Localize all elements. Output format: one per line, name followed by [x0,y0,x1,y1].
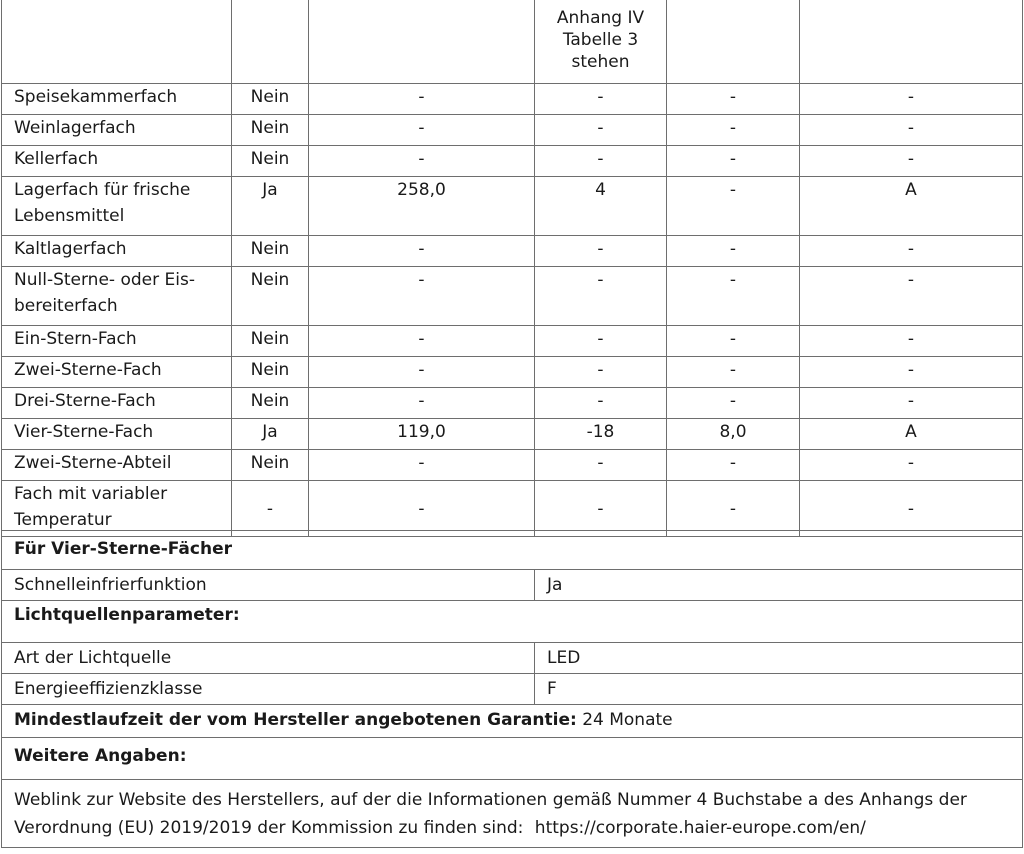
compartment-volume: - [309,236,535,267]
weblink-line-2 [14,814,1022,842]
compartment-table [1,0,1023,537]
compartment-climate: - [800,146,1023,177]
compartment-freezing: - [667,84,800,115]
compartment-freezing: - [667,146,800,177]
compartment-climate: - [800,388,1023,419]
compartment-present: Nein [232,115,309,146]
compartment-volume: - [309,357,535,388]
compartment-present: Ja [232,177,309,236]
light-heading-row [2,601,1023,643]
compartment-rows [2,84,1023,537]
compartment-volume: - [309,267,535,326]
compartment-climate: - [800,357,1023,388]
weblink-text: Verordnung (EU) 2019/2019 der Kommission zu finden sind: [14,818,524,838]
compartment-temperature: - [535,84,667,115]
header-cell-empty [800,0,1023,84]
compartment-temperature: 4 [535,177,667,236]
compartment-name-line: Ein-Stern-Fach [14,329,137,349]
header-cell-empty [667,0,800,84]
guarantee-label: Mindestlaufzeit der vom Hersteller angebotenen Garantie: [14,710,577,730]
parameters-table [1,530,1023,848]
compartment-name [2,267,232,326]
compartment-present: Nein [232,146,309,177]
compartment-volume: - [309,450,535,481]
compartment-temperature: - [535,236,667,267]
weblink-line-1: Weblink zur Website des Herstellers, auf der die Informationen gemäß Nummer 4 Buchstabe a des Anhangs der [14,790,967,810]
compartment-name-line: Fach mit variabler [14,484,168,504]
compartment-row [2,388,1023,419]
four-star-heading-row [2,531,1023,570]
compartment-present: Nein [232,388,309,419]
compartment-name [2,450,232,481]
compartment-temperature: -18 [535,419,667,450]
compartment-volume: - [309,115,535,146]
standard-line: Anhang IV [556,8,645,28]
compartment-volume: 258,0 [309,177,535,236]
compartment-climate: - [800,450,1023,481]
compartment-freezing: - [667,326,800,357]
compartment-temperature: - [535,115,667,146]
compartment-climate: - [800,326,1023,357]
compartment-name-line: Speisekammerfach [14,87,178,107]
compartment-volume: - [309,481,535,537]
compartment-freezing: - [667,481,800,537]
compartment-name-line: Weinlagerfach [14,118,136,138]
compartment-name [2,146,232,177]
compartment-present: Nein [232,357,309,388]
weblink-row [2,780,1023,848]
standard-header-cell [535,0,667,84]
compartment-name-line: Kaltlagerfach [14,239,127,259]
compartment-row [2,236,1023,267]
compartment-climate: - [800,267,1023,326]
compartment-temperature: - [535,267,667,326]
compartment-volume: 119,0 [309,419,535,450]
compartment-volume: - [309,84,535,115]
compartment-row [2,177,1023,236]
compartment-freezing: 8,0 [667,419,800,450]
compartment-name-line: Temperatur [14,510,112,530]
standard-line: Tabelle 3 [562,30,639,50]
compartment-name-line: Lebensmittel [14,206,125,226]
compartment-row [2,419,1023,450]
compartment-volume: - [309,388,535,419]
compartment-row [2,481,1023,537]
header-row [2,0,1023,84]
compartment-volume: - [309,326,535,357]
compartment-name-line: Null-Sterne- oder Eis- [14,270,195,290]
compartment-climate: - [800,84,1023,115]
compartment-temperature: - [535,326,667,357]
compartment-present: Nein [232,267,309,326]
fast-freeze-value: Ja [535,570,1023,601]
energy-class-value: F [535,674,1023,705]
compartment-name-line: Drei-Sterne-Fach [14,391,156,411]
light-type-value: LED [535,643,1023,674]
four-star-heading: Für Vier-Sterne-Fächer [2,531,1023,570]
compartment-row [2,84,1023,115]
compartment-row [2,115,1023,146]
compartment-temperature: - [535,388,667,419]
compartment-present: Ja [232,419,309,450]
guarantee-cell [2,705,1023,738]
compartment-name-line: Kellerfach [14,149,99,169]
compartment-freezing: - [667,450,800,481]
further-heading-row [2,738,1023,780]
standard-line: stehen [571,52,630,72]
compartment-name [2,481,232,537]
compartment-name [2,388,232,419]
compartment-present: - [232,481,309,537]
guarantee-row [2,705,1023,738]
compartment-climate: - [800,115,1023,146]
compartment-name-line: bereiterfach [14,296,118,316]
compartment-name-line: Lagerfach für frische [14,180,191,200]
compartment-name [2,177,232,236]
compartment-freezing: - [667,236,800,267]
compartment-name [2,419,232,450]
compartment-name [2,115,232,146]
compartment-row [2,450,1023,481]
compartment-name [2,357,232,388]
compartment-temperature: - [535,450,667,481]
compartment-volume: - [309,146,535,177]
compartment-temperature: - [535,357,667,388]
compartment-freezing: - [667,177,800,236]
manufacturer-url-link[interactable]: https://corporate.haier-europe.com/en/ [534,818,866,838]
compartment-name [2,326,232,357]
header-cell-empty [232,0,309,84]
compartment-present: Nein [232,450,309,481]
compartment-freezing: - [667,388,800,419]
compartment-present: Nein [232,326,309,357]
compartment-row [2,146,1023,177]
compartment-name [2,84,232,115]
light-heading: Lichtquellenparameter: [2,601,1023,643]
compartment-row [2,357,1023,388]
compartment-name [2,236,232,267]
compartment-climate: A [800,177,1023,236]
compartment-row [2,326,1023,357]
energy-class-row [2,674,1023,705]
compartment-freezing: - [667,267,800,326]
compartment-climate: A [800,419,1023,450]
compartment-name-line: Vier-Sterne-Fach [14,422,154,442]
compartment-name-line: Zwei-Sterne-Fach [14,360,162,380]
compartment-temperature: - [535,481,667,537]
further-heading: Weitere Angaben: [2,738,1023,780]
compartment-name-line: Zwei-Sterne-Abteil [14,453,172,473]
guarantee-value: 24 Monate [582,710,673,730]
energy-class-label: Energieeffizienzklasse [2,674,535,705]
weblink-cell [2,780,1023,848]
compartment-freezing: - [667,357,800,388]
compartment-present: Nein [232,236,309,267]
compartment-temperature: - [535,146,667,177]
compartment-row [2,267,1023,326]
fast-freeze-label: Schnelleinfrierfunktion [2,570,535,601]
compartment-climate: - [800,481,1023,537]
header-cell-empty [309,0,535,84]
light-type-label: Art der Lichtquelle [2,643,535,674]
header-cell-empty [2,0,232,84]
compartment-freezing: - [667,115,800,146]
compartment-present: Nein [232,84,309,115]
fast-freeze-row [2,570,1023,601]
compartment-climate: - [800,236,1023,267]
light-type-row [2,643,1023,674]
